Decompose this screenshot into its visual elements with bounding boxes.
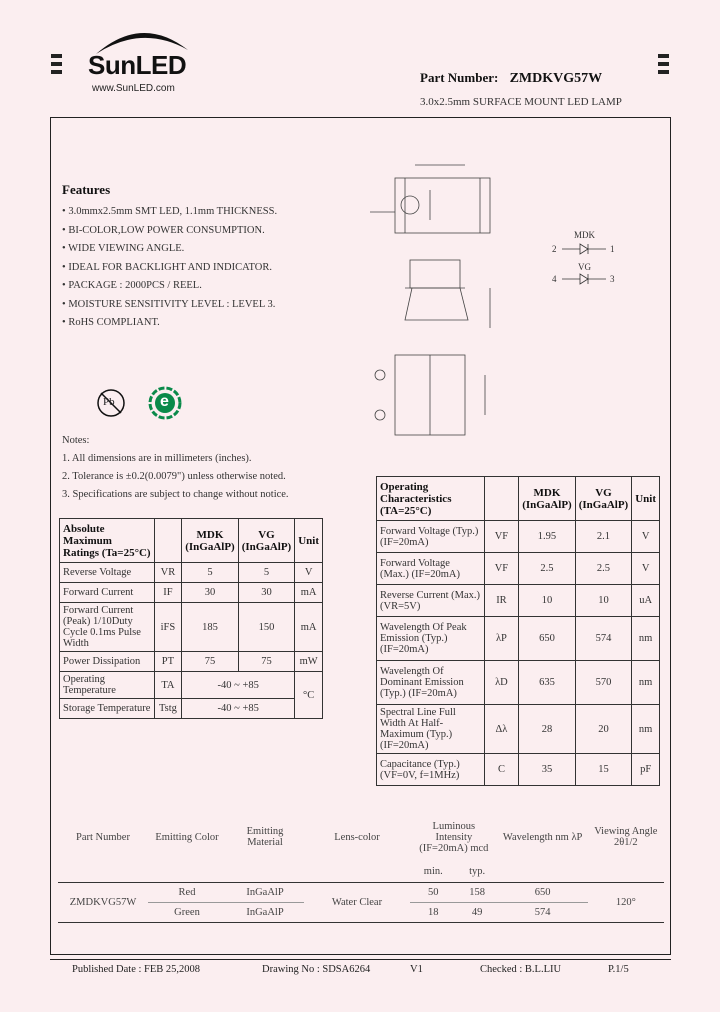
feature-item: • WIDE VIEWING ANGLE. [62, 243, 185, 254]
typ-label: typ. [469, 866, 486, 878]
table-row: Forward Current (Peak) 1/10Duty Cycle 0.1ms Pulse Width iFS 185 150 mA [60, 603, 323, 652]
eco-label: e [160, 393, 169, 410]
notes [62, 432, 289, 504]
schematic-pin: 3 [610, 274, 615, 284]
table-row: Green InGaAlP 18 49 574 [58, 902, 664, 922]
table-row: ZMDKVG57W Red InGaAlP Water Clear 50 158 650 120° [58, 882, 664, 902]
hdr-color: Emitting Color [155, 831, 219, 843]
part-number-line [420, 70, 602, 87]
hdr-material: Emitting Material [246, 826, 284, 848]
features-list [62, 203, 277, 333]
checked-by: Checked : B.L.LIU [480, 964, 562, 975]
hdr-part: Part Number [76, 831, 130, 843]
table-row: Forward Current IF 30 30 mA [60, 583, 323, 603]
feature-item: • RoHS COMPLIANT. [62, 317, 160, 328]
feature-item: • PACKAGE : 2000PCS / REEL. [62, 280, 202, 291]
drawing-number: Drawing No : SDSA6264 [262, 964, 371, 975]
table-row: Reverse Voltage VR 5 5 V [60, 563, 323, 583]
pb-free-icon [96, 388, 126, 418]
brand-logo: SunLED [88, 50, 187, 80]
op-char-title: Operating Characteristics (TA=25°C) [377, 477, 485, 521]
product-subtitle: 3.0x2.5mm SURFACE MOUNT LED LAMP [420, 96, 622, 108]
feature-item: • 3.0mmx2.5mm SMT LED, 1.1mm THICKNESS. [62, 206, 278, 217]
part-number-label: Part Number: [420, 70, 499, 85]
table-row: Power Dissipation PT 75 75 mW [60, 652, 323, 672]
features-title: Features [62, 182, 111, 197]
note-item: 3. Specifications are subject to change without notice. [62, 489, 289, 500]
schematic-pin: 4 [552, 274, 557, 284]
schematic-mdk: MDK [574, 230, 596, 240]
lens-cell: Water Clear [331, 896, 383, 908]
col-vg: VG (InGaAlP) [575, 477, 632, 521]
note-item: 2. Tolerance is ±0.2(0.0079") unless otherwise noted. [62, 471, 286, 482]
table-row: Wavelength Of Dominant Emission (Typ.) (IF=20mA) λD 635 570 nm [377, 661, 660, 705]
note-item: 1. All dimensions are in millimeters (inches). [62, 453, 252, 464]
table-row: Reverse Current (Max.) (VR=5V) IR 10 10 uA [377, 585, 660, 617]
table-row: Forward Voltage (Typ.) (IF=20mA) VF 1.95 2.1 V [377, 521, 660, 553]
diode-symbol-icon [562, 242, 608, 286]
feature-item: • MOISTURE SENSITIVITY LEVEL : LEVEL 3. [62, 298, 276, 310]
angle-cell: 120° [615, 896, 636, 908]
part-cell: ZMDKVG57W [69, 896, 137, 908]
part-number-value: ZMDKVG57W [509, 71, 603, 86]
abs-max-title: Absolute Maximum Ratings (Ta=25°C) [60, 519, 155, 563]
table-row: Storage Temperature Tstg -40 ~ +85 [60, 699, 323, 719]
feature-item: • IDEAL FOR BACKLIGHT AND INDICATOR. [62, 261, 272, 273]
schematic-vg: VG [578, 262, 591, 272]
selection-guide-table [58, 812, 664, 923]
feature-item: • BI-COLOR,LOW POWER CONSUMPTION. [62, 224, 265, 236]
website: www.SunLED.com [92, 83, 175, 94]
absolute-max-ratings-table [59, 518, 323, 719]
package-dimension-drawing [350, 150, 530, 450]
table-row: Spectral Line Full Width At Half-Maximum (Typ.) (IF=20mA) Δλ 28 20 nm [377, 705, 660, 754]
hdr-wavelength: Wavelength nm λP [502, 831, 583, 843]
circuit-schematic [548, 230, 628, 290]
hdr-intensity: Luminous Intensity (IF=20mA) mcd [419, 820, 489, 854]
hdr-lens: Lens-color [334, 831, 380, 843]
col-mdk: MDK (InGaAlP) [182, 519, 239, 563]
published-date: Published Date : FEB 25,2008 [72, 964, 201, 975]
table-row: Wavelength Of Peak Emission (Typ.) (IF=20mA) λP 650 574 nm [377, 617, 660, 661]
table-row: Capacitance (Typ.) (VF=0V, f=1MHz) C 35 15 pF [377, 754, 660, 786]
col-unit: Unit [632, 477, 660, 521]
col-unit: Unit [295, 519, 323, 563]
pb-label: Pb [103, 396, 115, 408]
table-row: Forward Voltage (Max.) (IF=20mA) VF 2.5 2.5 V [377, 553, 660, 585]
schematic-pin: 1 [610, 244, 615, 254]
notes-title: Notes: [62, 435, 90, 446]
min-label: min. [423, 866, 443, 878]
table-row: Operating Temperature TA -40 ~ +85 °C [60, 672, 323, 699]
operating-characteristics-table [376, 476, 660, 786]
col-mdk: MDK (InGaAlP) [519, 477, 576, 521]
schematic-pin: 2 [552, 244, 557, 254]
hdr-angle: Viewing Angle 2θ1/2 [594, 826, 658, 848]
col-vg: VG (InGaAlP) [238, 519, 295, 563]
rohs-eco-icon [148, 386, 182, 420]
temp-unit: °C [295, 672, 323, 719]
version: V1 [410, 964, 423, 975]
footer-divider [50, 959, 671, 960]
page-number: P.1/5 [608, 964, 629, 975]
